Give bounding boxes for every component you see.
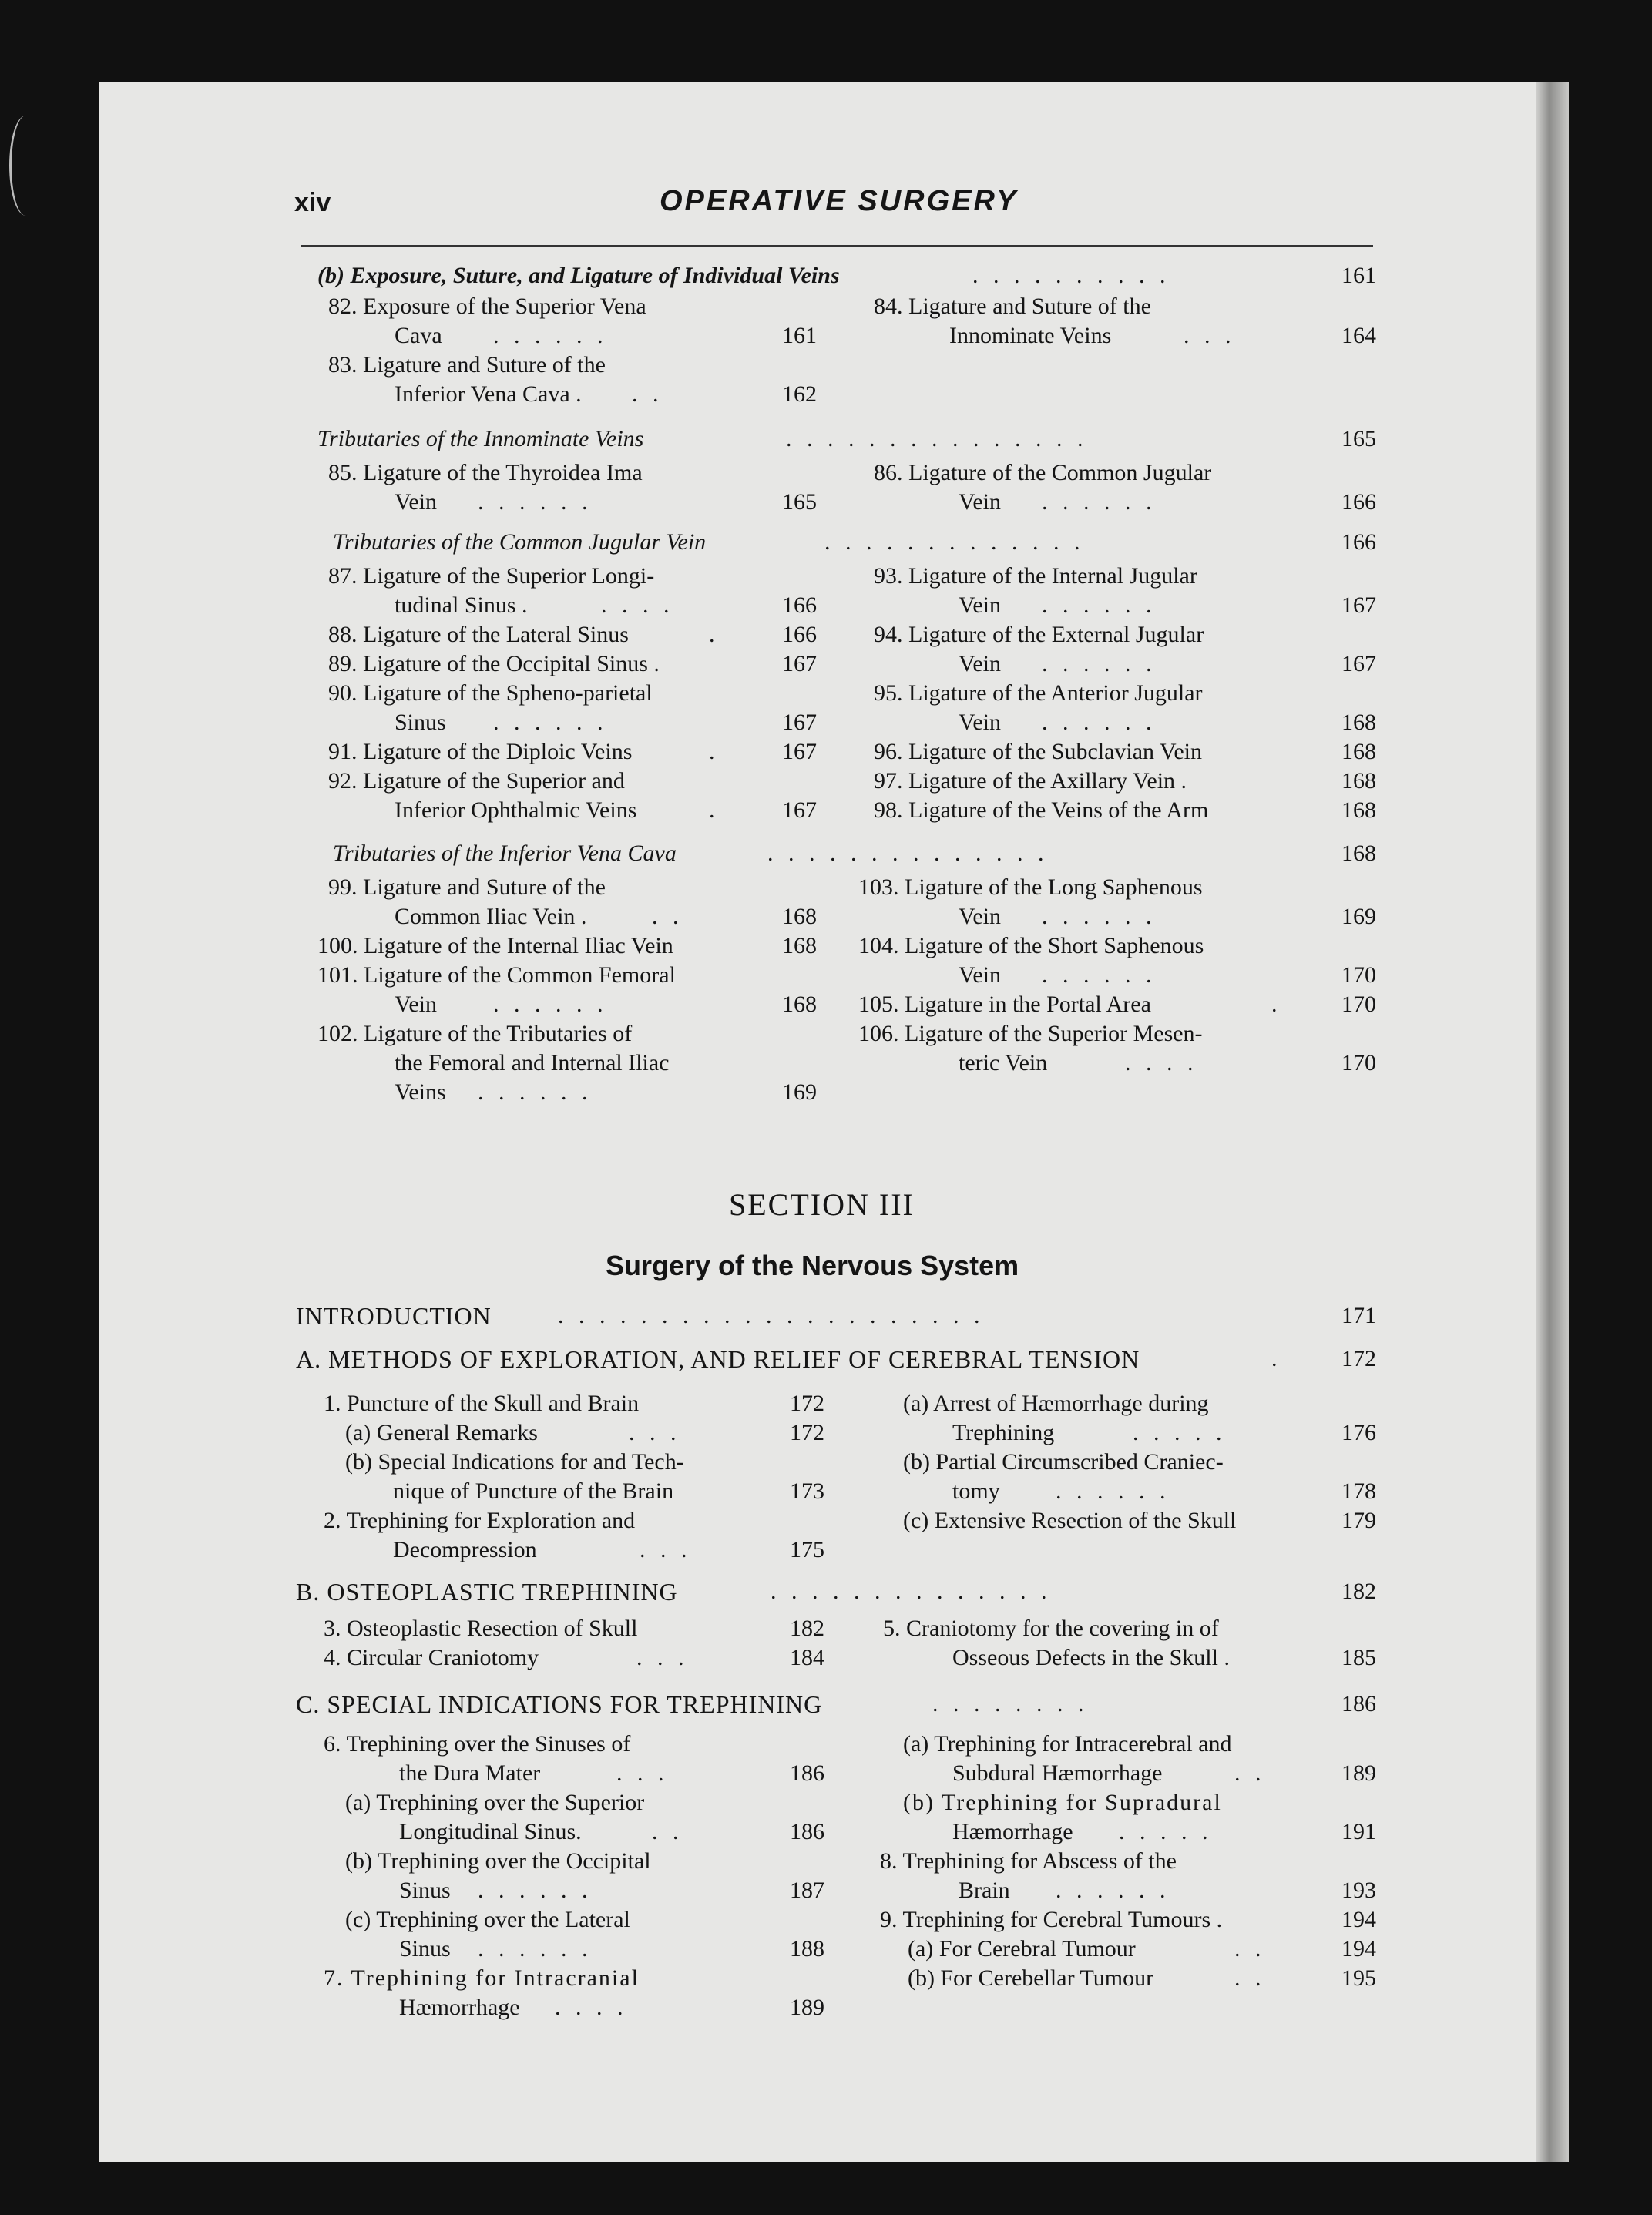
toc-entry: 84. Ligature and Suture of the xyxy=(874,294,1151,319)
toc-entry-cont: Vein xyxy=(959,592,1001,618)
page-edge xyxy=(1536,82,1569,2162)
leader-dots: . . . . . . xyxy=(1056,1878,1170,1903)
page-ref: 195 xyxy=(1341,1965,1376,1991)
page-ref: 186 xyxy=(790,1819,824,1844)
toc-entry: 83. Ligature and Suture of the xyxy=(328,352,606,378)
subsection-heading: (b) Exposure, Suture, and Ligature of Individual Veins xyxy=(317,263,840,288)
subsection-heading: Tributaries of the Inferior Vena Cava xyxy=(333,841,677,866)
toc-entry-cont: Vein xyxy=(395,992,437,1017)
leader-dots: . . . . . . xyxy=(1042,904,1157,929)
toc-entry: 103. Ligature of the Long Saphenous xyxy=(858,874,1203,900)
toc-entry: 88. Ligature of the Lateral Sinus xyxy=(328,622,629,647)
toc-entry: (c) Trephining over the Lateral xyxy=(345,1907,630,1932)
toc-entry: 99. Ligature and Suture of the xyxy=(328,874,606,900)
leader-dots: . . . xyxy=(640,1537,692,1562)
toc-entry: 101. Ligature of the Common Femoral xyxy=(317,962,676,988)
page-ref: 172 xyxy=(790,1420,824,1445)
leader-dots: . . . xyxy=(1184,323,1236,348)
toc-entry: 3. Osteoplastic Resection of Skull xyxy=(324,1616,638,1641)
toc-entry-cont: Vein xyxy=(959,904,1001,929)
page-ref: 166 xyxy=(782,592,817,618)
toc-entry-cont: Vein xyxy=(959,651,1001,676)
toc-entry: (b) Trephining for Supradural xyxy=(903,1790,1222,1815)
page-ref: 170 xyxy=(1341,962,1376,988)
subsection-heading: Tributaries of the Common Jugular Vein xyxy=(333,529,707,555)
page-ref: 176 xyxy=(1341,1420,1376,1445)
toc-entry-cont: Vein xyxy=(959,489,1001,515)
page-ref: 175 xyxy=(790,1537,824,1562)
toc-entry-cont: Vein xyxy=(959,962,1001,988)
toc-entry: 93. Ligature of the Internal Jugular xyxy=(874,563,1197,589)
leader-dots: . . . xyxy=(616,1760,669,1786)
toc-entry: (a) Trephining over the Superior xyxy=(345,1790,645,1815)
leader-dots: . . xyxy=(1234,1965,1266,1991)
page-ref: 161 xyxy=(1341,263,1376,288)
toc-entry-cont: Common Iliac Vein . xyxy=(395,904,587,929)
page-ref: 178 xyxy=(1341,1478,1376,1504)
page-ref: 168 xyxy=(782,933,817,958)
leader-dots: . . . . . . xyxy=(1042,592,1157,618)
toc-entry-cont: Osseous Defects in the Skull . xyxy=(952,1645,1230,1670)
page-ref: 168 xyxy=(1341,710,1376,735)
toc-entry-cont: Innominate Veins xyxy=(949,323,1112,348)
leader-dots: . xyxy=(1271,1346,1282,1371)
toc-entry: 6. Trephining over the Sinuses of xyxy=(324,1731,631,1757)
toc-entry-cont: Sinus xyxy=(399,1878,451,1903)
page-ref: 186 xyxy=(790,1760,824,1786)
page-ref: 167 xyxy=(782,710,817,735)
leader-dots: . . . . . . xyxy=(478,489,593,515)
page-ref: 165 xyxy=(782,489,817,515)
toc-entry-cont: Hæmorrhage xyxy=(952,1819,1073,1844)
leader-dots: . . . . . . xyxy=(1042,489,1157,515)
leader-dots: . . xyxy=(652,904,683,929)
toc-entry-cont: Vein xyxy=(395,489,437,515)
header-rule xyxy=(301,245,1373,247)
toc-entry: (b) Special Indications for and Tech- xyxy=(345,1449,684,1475)
leader-dots: . xyxy=(709,622,720,647)
leader-dots: . . . . . . xyxy=(478,1878,593,1903)
toc-entry: 90. Ligature of the Spheno-parietal xyxy=(328,680,653,706)
leader-dots: . . . . xyxy=(555,1995,628,2020)
leader-dots: . . . . . . . . . . . . . . . xyxy=(786,426,1088,451)
page-ref: 165 xyxy=(1341,426,1376,451)
leader-dots: . . . . xyxy=(601,592,674,618)
page-ref: 164 xyxy=(1341,323,1376,348)
page-ref: 168 xyxy=(1341,841,1376,866)
toc-entry-cont: the Dura Mater xyxy=(399,1760,541,1786)
toc-entry-cont: the Femoral and Internal Iliac xyxy=(395,1050,670,1076)
page-ref: 168 xyxy=(1341,768,1376,794)
page-ref: 168 xyxy=(1341,739,1376,764)
section-subtitle: Surgery of the Nervous System xyxy=(606,1250,1019,1281)
toc-entry-cont: Trephining xyxy=(952,1420,1055,1445)
toc-entry-cont: Cava xyxy=(395,323,442,348)
page-ref: 188 xyxy=(790,1936,824,1962)
toc-entry: 7. Trephining for Intracranial xyxy=(324,1965,640,1991)
leader-dots: . . . . . . . . . . xyxy=(972,263,1170,288)
page-ref: 191 xyxy=(1341,1819,1376,1844)
leader-dots: . . . . . . xyxy=(1042,962,1157,988)
toc-entry-cont: Longitudinal Sinus. xyxy=(399,1819,582,1844)
toc-entry: (c) Extensive Resection of the Skull xyxy=(903,1508,1237,1533)
toc-entry: (a) General Remarks xyxy=(345,1420,538,1445)
toc-entry: (b) For Cerebellar Tumour xyxy=(908,1965,1154,1991)
leader-dots: . . . . . . xyxy=(493,992,608,1017)
leader-dots: . . . . . . . . . . . . . . xyxy=(771,1579,1052,1604)
page-ref: 189 xyxy=(1341,1760,1376,1786)
toc-entry-cont: nique of Puncture of the Brain xyxy=(393,1478,674,1504)
toc-entry: 100. Ligature of the Internal Iliac Vein xyxy=(317,933,673,958)
page-ref: 169 xyxy=(1341,904,1376,929)
page-ref: 170 xyxy=(1341,992,1376,1017)
page-ref: 167 xyxy=(1341,651,1376,676)
page-ref: 182 xyxy=(790,1616,824,1641)
toc-entry: (a) For Cerebral Tumour xyxy=(908,1936,1136,1962)
leader-dots: . . . . . . xyxy=(493,710,608,735)
scan-mark xyxy=(9,116,42,216)
toc-heading-part-a: A. METHODS OF EXPLORATION, AND RELIEF OF CEREBRAL TENSION xyxy=(296,1345,1140,1373)
page-ref: 162 xyxy=(782,381,817,407)
toc-entry: 91. Ligature of the Diploic Veins xyxy=(328,739,633,764)
toc-entry: 106. Ligature of the Superior Mesen- xyxy=(858,1021,1203,1046)
toc-entry: 87. Ligature of the Superior Longi- xyxy=(328,563,655,589)
page-ref: 168 xyxy=(782,992,817,1017)
page-ref: 172 xyxy=(1341,1346,1376,1371)
leader-dots: . . . . . . xyxy=(1056,1478,1170,1504)
leader-dots: . xyxy=(1271,992,1282,1017)
toc-entry-cont: Inferior Ophthalmic Veins xyxy=(395,797,637,823)
leader-dots: . . . . . . xyxy=(493,323,608,348)
toc-entry-cont: tomy xyxy=(952,1478,1000,1504)
leader-dots: . . xyxy=(632,381,663,407)
page-ref: 170 xyxy=(1341,1050,1376,1076)
toc-entry: 85. Ligature of the Thyroidea Ima xyxy=(328,460,643,485)
leader-dots: . . . . . . xyxy=(1042,710,1157,735)
toc-entry: 102. Ligature of the Tributaries of xyxy=(317,1021,633,1046)
page-ref: 167 xyxy=(782,651,817,676)
leader-dots: . . . . . . xyxy=(478,1936,593,1962)
toc-entry: 95. Ligature of the Anterior Jugular xyxy=(874,680,1203,706)
leader-dots: . . . . . . . . xyxy=(932,1691,1089,1717)
page-ref: 172 xyxy=(790,1391,824,1416)
toc-entry-cont: Subdural Hæmorrhage xyxy=(952,1760,1163,1786)
running-title: OPERATIVE SURGERY xyxy=(660,185,1019,217)
toc-entry: 89. Ligature of the Occipital Sinus . xyxy=(328,651,660,676)
leader-dots: . . . xyxy=(629,1420,681,1445)
book-page xyxy=(99,82,1536,2162)
page-ref: 168 xyxy=(1341,797,1376,823)
page-ref: 167 xyxy=(782,797,817,823)
toc-entry: 94. Ligature of the External Jugular xyxy=(874,622,1204,647)
leader-dots: . . . . . . . . . . . . . xyxy=(824,529,1085,555)
toc-entry: 1. Puncture of the Skull and Brain xyxy=(324,1391,640,1416)
page-ref: 182 xyxy=(1341,1579,1376,1604)
toc-entry: (b) Partial Circumscribed Craniec- xyxy=(903,1449,1224,1475)
toc-entry-cont: Brain xyxy=(959,1878,1010,1903)
leader-dots: . . xyxy=(652,1819,683,1844)
toc-entry-cont: Decompression xyxy=(393,1537,537,1562)
toc-entry: 5. Craniotomy for the covering in of xyxy=(883,1616,1219,1641)
toc-entry-cont: teric Vein xyxy=(959,1050,1048,1076)
toc-entry: 92. Ligature of the Superior and xyxy=(328,768,625,794)
toc-entry-cont: Sinus xyxy=(399,1936,451,1962)
leader-dots: . . . . xyxy=(1125,1050,1198,1076)
page-number: xiv xyxy=(294,188,331,217)
page-ref: 167 xyxy=(1341,592,1376,618)
page-ref: 184 xyxy=(790,1645,824,1670)
toc-entry: 96. Ligature of the Subclavian Vein xyxy=(874,739,1203,764)
page-ref: 166 xyxy=(1341,529,1376,555)
leader-dots: . . . . . xyxy=(1119,1819,1213,1844)
page-ref: 169 xyxy=(782,1079,817,1105)
toc-entry: 4. Circular Craniotomy xyxy=(324,1645,539,1670)
leader-dots: . . xyxy=(1234,1760,1266,1786)
toc-entry: 9. Trephining for Cerebral Tumours . xyxy=(880,1907,1223,1932)
toc-entry: (a) Trephining for Intracerebral and xyxy=(903,1731,1232,1757)
toc-heading-part-b: B. OSTEOPLASTIC TREPHINING xyxy=(296,1578,678,1606)
page-ref: 166 xyxy=(782,622,817,647)
leader-dots: . . . xyxy=(636,1645,689,1670)
page-ref: 168 xyxy=(782,904,817,929)
page-ref: 186 xyxy=(1341,1691,1376,1717)
leader-dots: . . xyxy=(1234,1936,1266,1962)
leader-dots: . . . . . . xyxy=(1042,651,1157,676)
page-ref: 194 xyxy=(1341,1936,1376,1962)
subsection-heading: Tributaries of the Innominate Veins xyxy=(317,426,644,451)
toc-entry: (a) Arrest of Hæmorrhage during xyxy=(903,1391,1209,1416)
leader-dots: . . . . . . . . . . . . . . xyxy=(767,841,1049,866)
page-ref: 193 xyxy=(1341,1878,1376,1903)
page-ref: 161 xyxy=(782,323,817,348)
toc-entry: 82. Exposure of the Superior Vena xyxy=(328,294,646,319)
toc-entry: 105. Ligature in the Portal Area xyxy=(858,992,1151,1017)
page-ref: 194 xyxy=(1341,1907,1376,1932)
leader-dots: . . . . . . . . . . . . . . . . . . . . . xyxy=(558,1303,985,1328)
section-title: SECTION III xyxy=(729,1187,915,1222)
toc-heading-introduction: INTRODUCTION xyxy=(296,1302,492,1330)
leader-dots: . xyxy=(709,739,720,764)
leader-dots: . xyxy=(709,797,720,823)
toc-heading-part-c: C. SPECIAL INDICATIONS FOR TREPHINING xyxy=(296,1690,823,1718)
toc-entry-cont: Inferior Vena Cava . xyxy=(395,381,582,407)
page-ref: 187 xyxy=(790,1878,824,1903)
leader-dots: . . . . . xyxy=(1133,1420,1227,1445)
toc-entry-cont: tudinal Sinus . xyxy=(395,592,528,618)
page-ref: 166 xyxy=(1341,489,1376,515)
toc-entry: 86. Ligature of the Common Jugular xyxy=(874,460,1212,485)
page-ref: 171 xyxy=(1341,1303,1376,1328)
toc-entry-cont: Sinus xyxy=(395,710,446,735)
toc-entry: 97. Ligature of the Axillary Vein . xyxy=(874,768,1187,794)
toc-entry: 104. Ligature of the Short Saphenous xyxy=(858,933,1204,958)
page-ref: 167 xyxy=(782,739,817,764)
leader-dots: . . . . . . xyxy=(478,1079,593,1105)
toc-entry-cont: Veins xyxy=(395,1079,446,1105)
toc-entry: 98. Ligature of the Veins of the Arm xyxy=(874,797,1209,823)
toc-entry: 8. Trephining for Abscess of the xyxy=(880,1848,1177,1874)
toc-entry: 2. Trephining for Exploration and xyxy=(324,1508,636,1533)
page-ref: 179 xyxy=(1341,1508,1376,1533)
page-ref: 185 xyxy=(1341,1645,1376,1670)
toc-entry-cont: Vein xyxy=(959,710,1001,735)
page-ref: 189 xyxy=(790,1995,824,2020)
page-ref: 173 xyxy=(790,1478,824,1504)
toc-entry-cont: Hæmorrhage xyxy=(399,1995,520,2020)
toc-entry: (b) Trephining over the Occipital xyxy=(345,1848,651,1874)
